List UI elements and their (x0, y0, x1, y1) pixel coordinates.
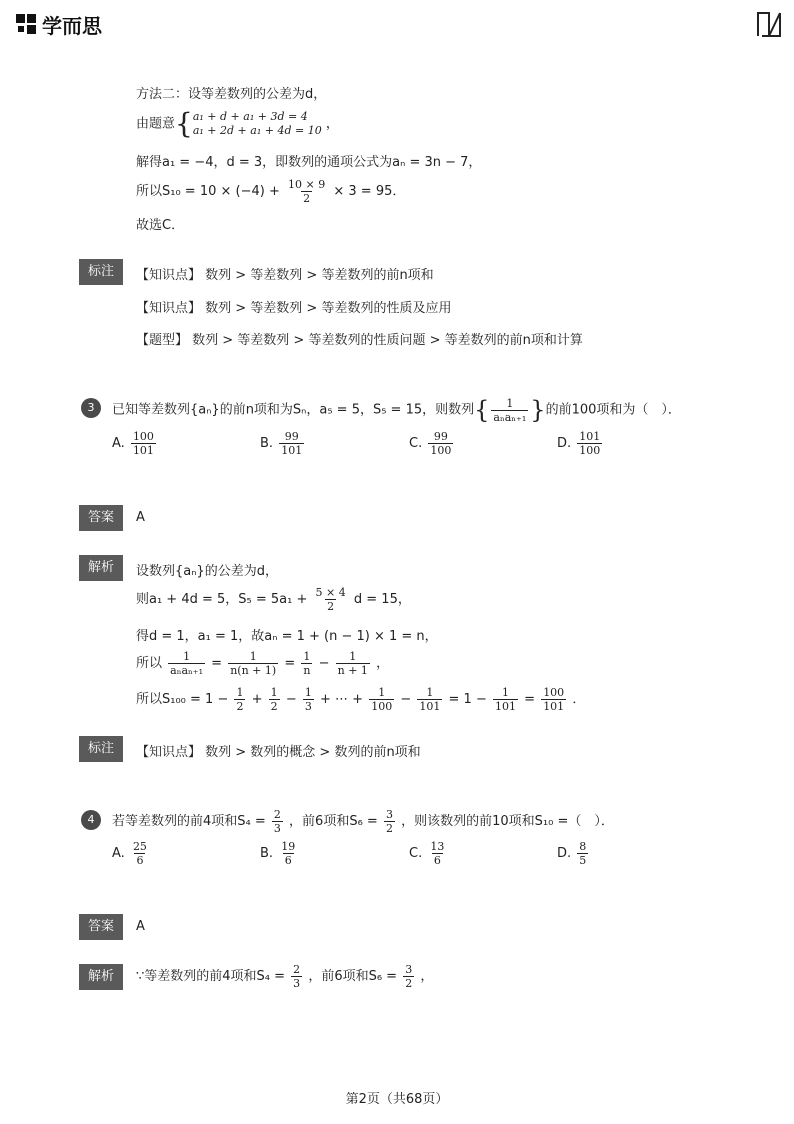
tag-item: 【知识点】 数列 > 等差数列 > 等差数列的性质及应用 (136, 301, 452, 316)
tag-item: 【知识点】 数列 > 等差数列 > 等差数列的前n项和 (136, 268, 434, 283)
analysis-line: ∵等差数列的前4项和S₄ = $\frac{2}{3}$ ，前6项和S₆ = $\frac{3}{2}$ ， (136, 963, 434, 990)
q4-option-c[interactable]: C. $\frac{13}{6}$ (409, 840, 445, 867)
method2-line1: 方法二：设等差数列的公差为d， (136, 87, 327, 102)
q3-option-d[interactable]: D. $\frac{101}{100}$ (557, 430, 601, 457)
method2-line4: 所以S₁₀ = 10 × (−4) + $\frac{10 \times 9}{2}$ × 3 = 95． (136, 178, 406, 205)
frac-num: 1 (304, 686, 312, 699)
frac-num: 100 (543, 686, 565, 699)
q4-option-a[interactable]: A. $\frac{25}{6}$ (112, 840, 147, 867)
q3-option-c[interactable]: C. $\frac{99}{100}$ (409, 430, 452, 457)
frac-den: 2 (236, 700, 244, 713)
analysis-line: 设数列{aₙ}的公差为d， (136, 564, 278, 579)
analysis-line: 所以 $\frac{1}{\text{aₙaₙ₊₁}}$ = $\frac{1}{n(n + 1)}$ = $\frac{1}{n}$ − $\frac{1}{n + 1}$ ， (136, 650, 390, 677)
analysis-line: 得d = 1，a₁ = 1，故aₙ = 1 + (n − 1) × 1 = n， (136, 629, 438, 644)
frac-num: 1 (378, 686, 386, 699)
analysis-line: 则a₁ + 4d = 5，S₅ = 5a₁ + $\frac{5 \times 4}{2}$ d = 15， (136, 586, 411, 613)
answer-label: 答案 (79, 505, 123, 531)
corner-logo-icon (756, 10, 782, 38)
answer-value: A (136, 510, 145, 525)
answer-value: A (136, 919, 145, 934)
method2-line5: 故选C． (136, 218, 185, 233)
frac-den: 2 (270, 700, 278, 713)
frac-num: 1 (236, 686, 244, 699)
brand-name: 学而思 (42, 14, 102, 38)
q3-stem: 已知等差数列{aₙ}的前n项和为Sₙ，a₅ = 5，S₅ = 15，则数列{ $\frac{1}{\text{aₙaₙ₊₁}}$ }的前100项和为（ ）． (112, 396, 681, 424)
method2-line2: 由题意{ a₁ + d + a₁ + 3d = 4 a₁ + 2d + a₁ + 4d = 10 ， (136, 107, 339, 140)
answer-label: 答案 (79, 914, 123, 940)
frac-num: 1 (270, 686, 278, 699)
frac-num: 1 (426, 686, 434, 699)
tag-label-2: 标注 (79, 736, 123, 762)
analysis-label: 解析 (79, 964, 123, 990)
method2-line3: 解得a₁ = −4，d = 3，即数列的通项公式为aₙ = 3n − 7， (136, 155, 482, 170)
tag-item: 【知识点】 数列 > 数列的概念 > 数列的前n项和 (136, 745, 421, 760)
brand-logo-icon (14, 12, 38, 36)
equation-2: a₁ + 2d + a₁ + 4d = 10 (192, 124, 322, 137)
question-number-3: 3 (81, 398, 101, 418)
q4-option-d[interactable]: D. $\frac{8}{5}$ (557, 840, 587, 867)
q3-option-a[interactable]: A. $\frac{100}{101}$ (112, 430, 154, 457)
question-number-4: 4 (81, 810, 101, 830)
analysis-line: 所以S₁₀₀ = 1 − $\frac{1}{2}$ + $\frac{1}{2}$ − $\frac{1}{3}$ + ⋯ + $\frac{1}{100}$ − $\frac{1}{101}$ = 1 − $\frac{1}{101}$ = $\frac{100}{101}$ ． (136, 686, 586, 713)
q4-option-b[interactable]: B. $\frac{19}{6}$ (260, 840, 296, 867)
q3-option-b[interactable]: B. $\frac{99}{101}$ (260, 430, 303, 457)
q4-stem: 若等差数列的前4项和S₄ = $\frac{2}{3}$ ，前6项和S₆ = $\frac{3}{2}$ ，则该数列的前10项和S₁₀ =（ ）． (112, 808, 614, 835)
page-number: 第2页（共68页） (345, 1092, 449, 1107)
frac-den: 101 (419, 700, 441, 713)
frac-den: 3 (304, 700, 312, 713)
frac-num: 1 (502, 686, 509, 699)
equation-1: a₁ + d + a₁ + 3d = 4 (192, 110, 308, 123)
tag-item: 【题型】 数列 > 等差数列 > 等差数列的性质问题 > 等差数列的前n项和计算 (136, 333, 583, 348)
tag-label-1: 标注 (79, 259, 123, 285)
frac-den: 100 (371, 700, 393, 713)
analysis-label: 解析 (79, 555, 123, 581)
frac-den: 101 (543, 700, 565, 713)
frac-den: 101 (495, 700, 516, 713)
